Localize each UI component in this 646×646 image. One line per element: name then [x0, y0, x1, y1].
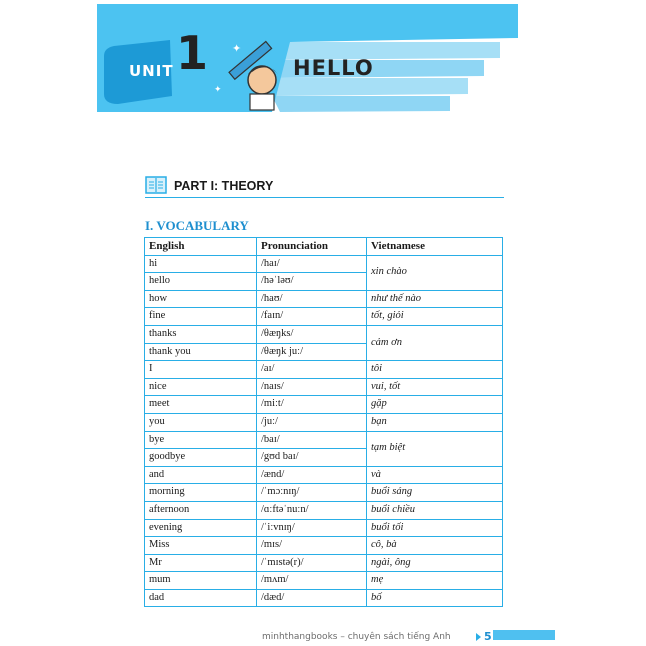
table-row: [145, 572, 503, 590]
pronunciation-cell: /ˈiːvnɪŋ/: [257, 519, 367, 537]
column-header: Pronunciation: [257, 238, 367, 256]
vietnamese-cell: ngài, ông: [367, 554, 503, 572]
banner-stripe: [268, 78, 468, 96]
english-cell: mum: [145, 572, 257, 590]
table-row: [145, 413, 503, 431]
pronunciation-cell: /naɪs/: [257, 378, 367, 396]
pronunciation-cell: /aɪ/: [257, 361, 367, 379]
table-header-row: [145, 238, 503, 256]
vietnamese-cell: buổi sáng: [367, 484, 503, 502]
pronunciation-cell: /dæd/: [257, 589, 367, 607]
column-header: Vietnamese: [367, 238, 503, 256]
english-cell: hello: [145, 273, 257, 291]
english-cell: and: [145, 466, 257, 484]
english-cell: bye: [145, 431, 257, 449]
english-cell: nice: [145, 378, 257, 396]
vietnamese-cell: xin chào: [367, 255, 503, 290]
page-number: 5: [484, 630, 492, 643]
table-row: [145, 466, 503, 484]
unit-number: 1: [176, 26, 209, 80]
table-row: [145, 361, 503, 379]
english-cell: how: [145, 290, 257, 308]
english-cell: you: [145, 413, 257, 431]
vietnamese-cell: buổi chiều: [367, 501, 503, 519]
english-cell: afternoon: [145, 501, 257, 519]
vietnamese-cell: tạm biệt: [367, 431, 503, 466]
table-row: [145, 589, 503, 607]
banner-stripe: [272, 96, 450, 112]
english-cell: morning: [145, 484, 257, 502]
english-cell: hi: [145, 255, 257, 273]
english-cell: goodbye: [145, 449, 257, 467]
svg-text:✦: ✦: [214, 85, 222, 95]
vocabulary-table: [144, 237, 503, 607]
banner-stripe: [255, 42, 500, 60]
pronunciation-cell: /θæŋks/: [257, 325, 367, 343]
footer-publisher: minhthangbooks – chuyên sách tiếng Anh: [262, 632, 451, 642]
footer-bar: [493, 630, 555, 640]
table-row: [145, 537, 503, 555]
part-title: PART I: THEORY: [174, 179, 274, 193]
pronunciation-cell: /haʊ/: [257, 290, 367, 308]
pronunciation-cell: /gʊd baɪ/: [257, 449, 367, 467]
column-header: English: [145, 238, 257, 256]
pronunciation-cell: /ˈmɔːnɪŋ/: [257, 484, 367, 502]
vietnamese-cell: mẹ: [367, 572, 503, 590]
table-row: [145, 519, 503, 537]
vietnamese-cell: cô, bà: [367, 537, 503, 555]
pronunciation-cell: /mʌm/: [257, 572, 367, 590]
vietnamese-cell: như thế nào: [367, 290, 503, 308]
pronunciation-cell: /θæŋk juː/: [257, 343, 367, 361]
vietnamese-cell: gặp: [367, 396, 503, 414]
english-cell: thank you: [145, 343, 257, 361]
pronunciation-cell: /həˈləʊ/: [257, 273, 367, 291]
table-row: [145, 554, 503, 572]
pronunciation-cell: /ɑːftəˈnuːn/: [257, 501, 367, 519]
unit-title: HELLO: [293, 56, 374, 80]
table-row: [145, 396, 503, 414]
table-row: [145, 501, 503, 519]
vietnamese-cell: bố: [367, 589, 503, 607]
table-row: [145, 431, 503, 449]
vietnamese-cell: và: [367, 466, 503, 484]
english-cell: Miss: [145, 537, 257, 555]
english-cell: dad: [145, 589, 257, 607]
vietnamese-cell: bạn: [367, 413, 503, 431]
vietnamese-cell: vui, tốt: [367, 378, 503, 396]
english-cell: evening: [145, 519, 257, 537]
open-book-icon: [145, 175, 167, 195]
vietnamese-cell: tôi: [367, 361, 503, 379]
unit-label: UNIT: [129, 62, 174, 80]
section-title: I. VOCABULARY: [145, 218, 249, 233]
english-cell: fine: [145, 308, 257, 326]
pronunciation-cell: /juː/: [257, 413, 367, 431]
english-cell: meet: [145, 396, 257, 414]
play-arrow-icon: [476, 633, 481, 641]
table-row: [145, 255, 503, 273]
table-row: [145, 378, 503, 396]
table-row: [145, 484, 503, 502]
svg-text:✦: ✦: [232, 42, 242, 55]
pronunciation-cell: /haɪ/: [257, 255, 367, 273]
pronunciation-cell: /ænd/: [257, 466, 367, 484]
table-row: [145, 308, 503, 326]
english-cell: I: [145, 361, 257, 379]
english-cell: Mr: [145, 554, 257, 572]
pronunciation-cell: /mɪs/: [257, 537, 367, 555]
part-divider: [145, 197, 504, 198]
table-row: [145, 325, 503, 343]
pronunciation-cell: /ˈmɪstə(r)/: [257, 554, 367, 572]
vietnamese-cell: tốt, giỏi: [367, 308, 503, 326]
pronunciation-cell: /miːt/: [257, 396, 367, 414]
vietnamese-cell: buổi tối: [367, 519, 503, 537]
pronunciation-cell: /baɪ/: [257, 431, 367, 449]
pronunciation-cell: /faɪn/: [257, 308, 367, 326]
vietnamese-cell: cảm ơn: [367, 325, 503, 360]
english-cell: thanks: [145, 325, 257, 343]
table-row: [145, 290, 503, 308]
